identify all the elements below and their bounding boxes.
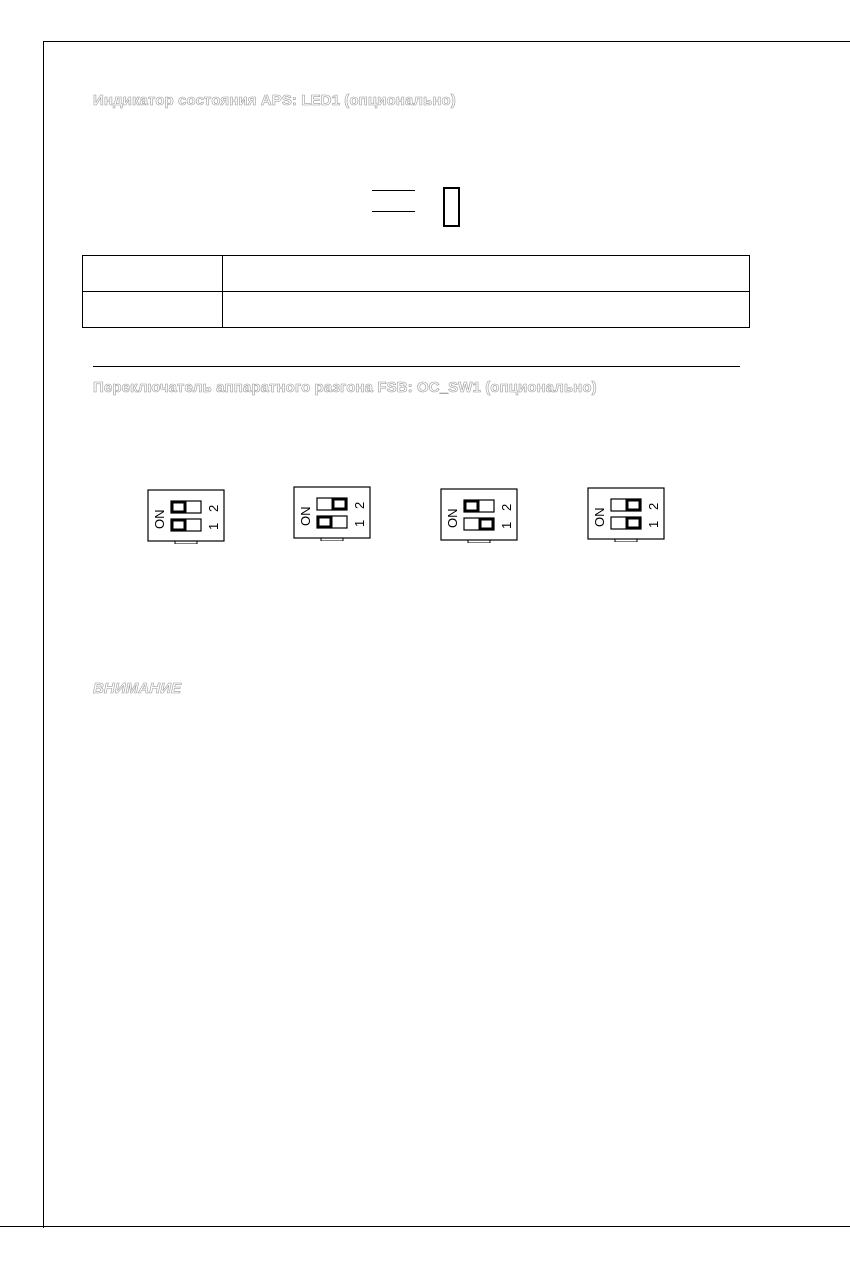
dip-on-label: ON <box>298 506 313 526</box>
table-cell <box>223 292 750 328</box>
dip-switch-knob <box>465 501 478 511</box>
dip-switch-number: 2 <box>499 503 514 511</box>
section-divider <box>93 366 740 367</box>
dip-switch-setting-1 <box>147 489 225 544</box>
dip-switch-knob <box>627 500 640 510</box>
dip-switch-number: 1 <box>206 522 221 530</box>
led-pin-line-bottom <box>372 211 415 212</box>
led-pin-line-top <box>372 190 415 191</box>
dip-switch-icon <box>293 486 371 541</box>
dip-switch-knob <box>333 499 346 509</box>
dip-switch-knob <box>318 517 331 527</box>
page-frame-left <box>43 41 44 1228</box>
dip-switch-number: 2 <box>646 502 661 510</box>
dip-switch-setting-2 <box>293 486 371 541</box>
dip-on-label: ON <box>445 508 460 528</box>
page-frame-bottom <box>0 1226 850 1227</box>
led-icon <box>443 187 460 227</box>
dip-switch-setting-3 <box>440 488 518 543</box>
dip-switch-knob <box>172 502 185 512</box>
led-state-table <box>82 255 750 328</box>
table-cell <box>83 292 223 328</box>
page-frame-top <box>43 41 850 42</box>
dip-switch-number: 1 <box>352 519 367 527</box>
dip-switch-knob <box>627 518 640 528</box>
dip-switch-icon <box>147 489 225 544</box>
dip-switch-number: 1 <box>646 520 661 528</box>
table-cell <box>83 256 223 292</box>
dip-switch-icon <box>440 488 518 543</box>
section-heading-oc-sw1: Переключатель аппаратного разгона FSB: OC_SW1 (опционально) <box>93 379 597 396</box>
notice-heading: ВНИМАНИЕ <box>93 680 182 697</box>
table-row <box>83 256 750 292</box>
table-cell <box>223 256 750 292</box>
dip-on-label: ON <box>152 509 167 529</box>
dip-switch-knob <box>172 520 185 530</box>
dip-on-label: ON <box>592 507 607 527</box>
dip-switch-number: 2 <box>352 501 367 509</box>
dip-switch-number: 1 <box>499 521 514 529</box>
table-row <box>83 292 750 328</box>
dip-switch-knob <box>480 519 493 529</box>
dip-switch-number: 2 <box>206 504 221 512</box>
section-heading-led1: Индикатор состояния APS: LED1 (опционально) <box>93 92 456 109</box>
dip-switch-setting-4 <box>587 487 665 542</box>
dip-switch-icon <box>587 487 665 542</box>
